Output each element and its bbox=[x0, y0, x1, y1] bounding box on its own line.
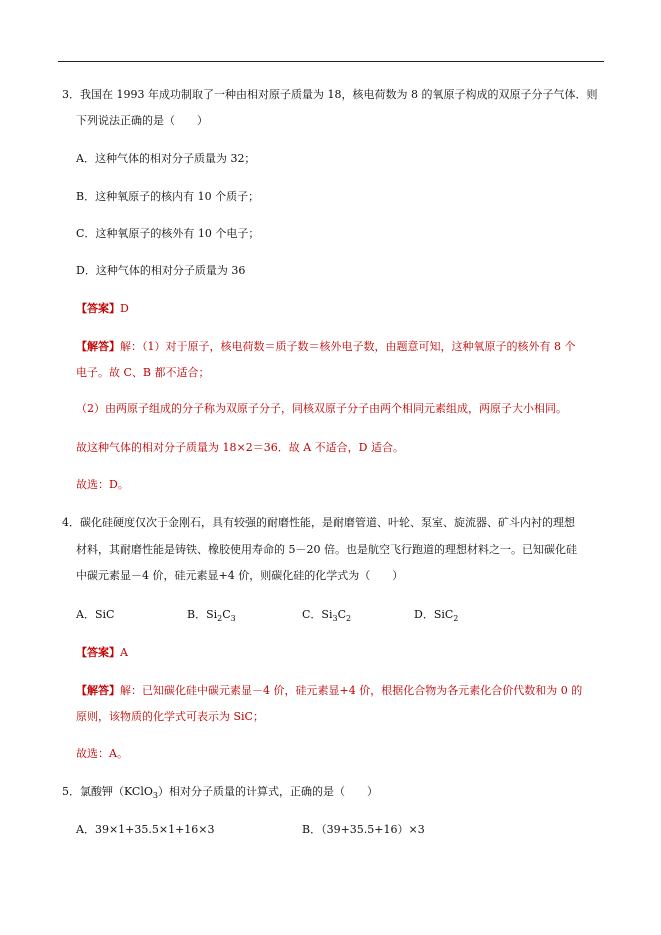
q4-option-c bbox=[302, 608, 351, 622]
q3-analysis-text1: 解：（1）对于原子，核电荷数＝质子数＝核外电子数，由题意可知，这种氧原子的核外有 8 个 bbox=[120, 340, 576, 353]
q4-option-b-sub2: 3 bbox=[230, 614, 236, 623]
q4-option-c-sub1: 3 bbox=[332, 614, 338, 623]
q4-result: 故选：A。 bbox=[76, 747, 128, 760]
q4-stem-line1: 4．碳化硅硬度仅次于金刚石，具有较强的耐磨性能，是耐磨管道、叶轮、泵室、旋流器、矿斗内衬的理想 bbox=[62, 516, 575, 529]
q4-answer-tag: 【答案】 bbox=[76, 646, 120, 659]
header-rule bbox=[58, 61, 604, 62]
q4-option-b bbox=[187, 608, 236, 622]
q5-stem-sub: 3 bbox=[152, 791, 158, 800]
q5-stem-post: ）相对分子质量的计算式，正确的是（ ） bbox=[157, 785, 378, 798]
q3-answer bbox=[76, 302, 129, 316]
q3-analysis-line4: 故这种气体的相对分子质量为 18×2＝36．故 A 不适合，D 适合。 bbox=[76, 441, 404, 454]
q4-option-d bbox=[414, 608, 458, 622]
q4-analysis-line1 bbox=[76, 684, 582, 698]
q4-answer-value: A bbox=[120, 646, 128, 659]
q3-option-b: B．这种氧原子的核内有 10 个质子； bbox=[76, 190, 260, 203]
q3-stem-line1: 3．我国在 1993 年成功制取了一种由相对原子质量为 18，核电荷数为 8 的氧原子构成的双原子分子气体．则 bbox=[62, 88, 598, 101]
q3-option-d: D．这种气体的相对分子质量为 36 bbox=[76, 264, 246, 277]
q4-analysis-line2: 原则，该物质的化学式可表示为 SiC； bbox=[76, 710, 264, 723]
q3-analysis-line3: （2）由两原子组成的分子称为双原子分子，同核双原子分子由两个相同元素组成，两原子大小相同。 bbox=[76, 402, 567, 415]
q3-analysis-tag: 【解答】 bbox=[76, 340, 120, 353]
q3-result: 故选：D。 bbox=[76, 478, 129, 491]
q4-option-b-sub1: 2 bbox=[217, 614, 223, 623]
q5-option-b: B．（39+35.5+16）×3 bbox=[302, 823, 425, 836]
q4-analysis-text1: 解：已知碳化硅中碳元素显－4 价，硅元素显+4 价，根据化合物为各元素化合价代数和为 0 的 bbox=[120, 684, 583, 697]
q4-stem-line3: 中碳元素显－4 价，硅元素显+4 价，则碳化硅的化学式为（ ） bbox=[76, 569, 404, 582]
q4-option-b-base: B．Si bbox=[187, 608, 218, 621]
q5-stem bbox=[62, 785, 378, 799]
q4-option-a: A．SiC bbox=[76, 608, 115, 621]
q3-analysis-line2: 电子。故 C、B 都不适合； bbox=[76, 366, 210, 379]
q3-option-c: C．这种氧原子的核外有 10 个电子； bbox=[76, 227, 260, 240]
q4-option-c-sub2: 2 bbox=[346, 614, 352, 623]
q3-answer-tag: 【答案】 bbox=[76, 302, 120, 315]
q3-stem-line2: 下列说法正确的是（ ） bbox=[76, 114, 208, 127]
q3-analysis-line1 bbox=[76, 340, 576, 354]
q5-stem-pre: 5．氯酸钾（KClO bbox=[62, 785, 153, 798]
q4-answer bbox=[76, 646, 128, 660]
q4-option-b-el2: C bbox=[222, 608, 231, 621]
q4-option-d-sub: 2 bbox=[453, 614, 459, 623]
q5-option-a: A．39×1+35.5×1+16×3 bbox=[76, 823, 215, 836]
q4-option-c-el2: C bbox=[337, 608, 346, 621]
q4-option-c-base: C．Si bbox=[302, 608, 333, 621]
q3-answer-value: D bbox=[120, 302, 129, 315]
q3-option-a: A．这种气体的相对分子质量为 32； bbox=[76, 152, 256, 165]
q4-analysis-tag: 【解答】 bbox=[76, 684, 120, 697]
q4-stem-line2: 材料，其耐磨性能是铸铁、橡胶使用寿命的 5－20 倍。也是航空飞行跑道的理想材料之一。已知碳化硅 bbox=[76, 543, 577, 556]
q4-option-d-base: D．SiC bbox=[414, 608, 454, 621]
